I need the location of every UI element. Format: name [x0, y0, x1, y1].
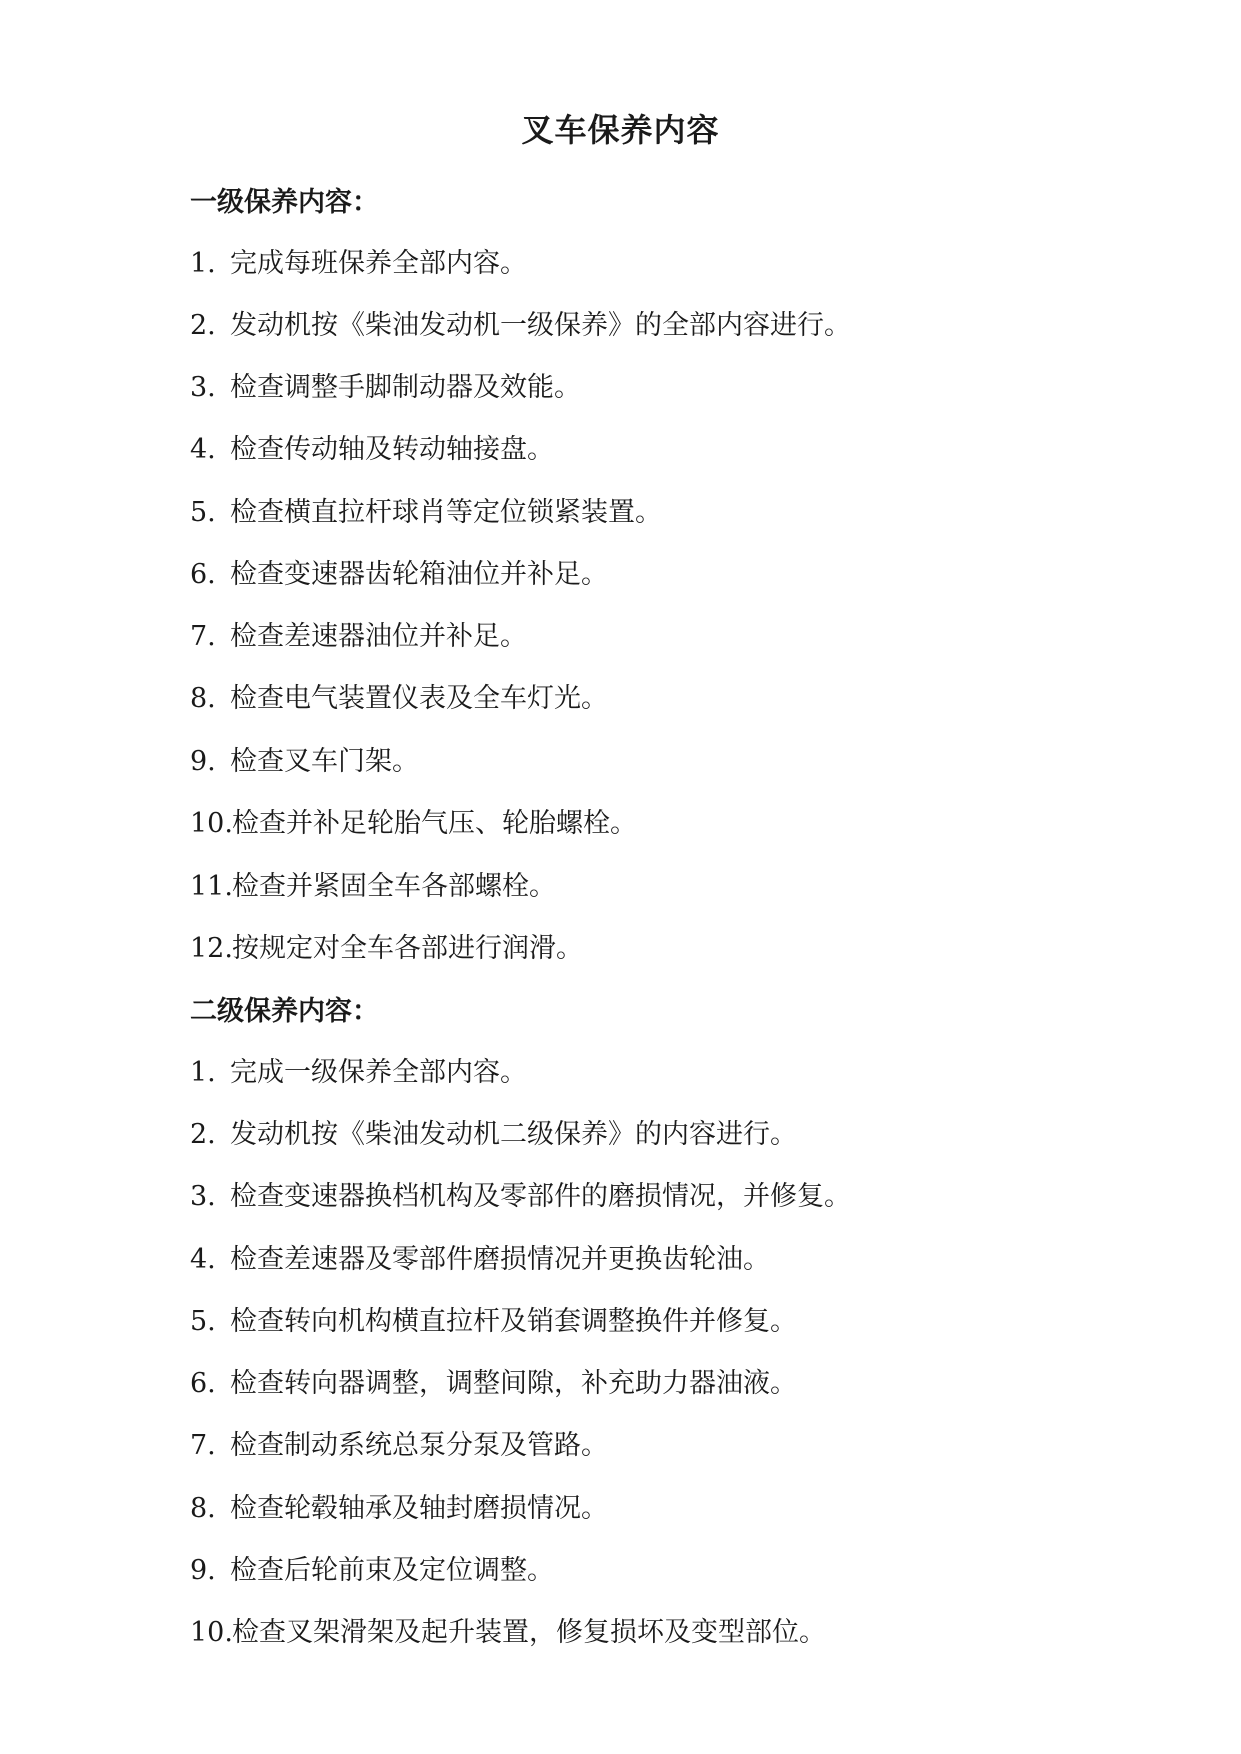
item-text: 检查变速器齿轮箱油位并补足。 — [230, 559, 608, 590]
item-text: 检查轮毂轴承及轴封磨损情况。 — [230, 1493, 608, 1524]
level2-item — [190, 1241, 770, 1279]
item-text: 检查叉车门架。 — [230, 746, 419, 777]
item-number: 5. — [190, 1306, 216, 1337]
item-text: 检查转向机构横直拉杆及销套调整换件并修复。 — [230, 1306, 797, 1337]
level1-item — [190, 805, 637, 843]
level1-item — [190, 930, 583, 968]
item-text: 完成一级保养全部内容。 — [230, 1057, 527, 1088]
item-text: 完成每班保养全部内容。 — [230, 248, 527, 279]
item-text: 检查横直拉杆球肖等定位锁紧装置。 — [230, 497, 662, 528]
level2-item — [190, 1116, 797, 1154]
level2-item — [190, 1614, 826, 1652]
item-number: 10. — [190, 1617, 233, 1648]
item-number: 1. — [190, 1057, 216, 1088]
item-text: 检查传动轴及转动轴接盘。 — [230, 434, 554, 465]
item-number: 7. — [190, 621, 216, 652]
document-title: 叉车保养内容 — [521, 111, 720, 149]
level1-heading: 一级保养内容： — [190, 187, 379, 218]
item-text: 检查调整手脚制动器及效能。 — [230, 372, 581, 403]
item-number: 6. — [190, 559, 216, 590]
item-number: 8. — [190, 683, 216, 714]
level1-item — [190, 494, 662, 532]
item-text: 检查差速器及零部件磨损情况并更换齿轮油。 — [230, 1244, 770, 1275]
item-number: 8. — [190, 1493, 216, 1524]
item-number: 9. — [190, 746, 216, 777]
item-text: 检查变速器换档机构及零部件的磨损情况，并修复。 — [230, 1181, 851, 1212]
level2-heading: 二级保养内容： — [190, 996, 379, 1027]
item-text: 检查差速器油位并补足。 — [230, 621, 527, 652]
item-number: 4. — [190, 1244, 216, 1275]
level1-item — [190, 680, 608, 718]
item-text: 检查电气装置仪表及全车灯光。 — [230, 683, 608, 714]
item-text: 检查转向器调整，调整间隙，补充助力器油液。 — [230, 1368, 797, 1399]
item-text: 发动机按《柴油发动机一级保养》的全部内容进行。 — [230, 310, 851, 341]
item-number: 10. — [190, 808, 233, 839]
level2-item — [190, 1178, 851, 1216]
level1-item — [190, 307, 851, 345]
item-text: 按规定对全车各部进行润滑。 — [232, 933, 583, 964]
item-number: 9. — [190, 1555, 216, 1586]
item-number: 6. — [190, 1368, 216, 1399]
level2-item — [190, 1552, 554, 1590]
level2-item — [190, 1365, 797, 1403]
item-text: 检查制动系统总泵分泵及管路。 — [230, 1430, 608, 1461]
level2-item — [190, 1490, 608, 1528]
level2-item — [190, 1303, 797, 1341]
item-text: 检查并补足轮胎气压、轮胎螺栓。 — [232, 808, 637, 839]
item-text: 检查叉架滑架及起升装置，修复损坏及变型部位。 — [232, 1617, 826, 1648]
level1-item — [190, 245, 527, 283]
item-number: 3. — [190, 1181, 216, 1212]
item-number: 4. — [190, 434, 216, 465]
item-text: 检查并紧固全车各部螺栓。 — [232, 871, 556, 902]
item-number: 2. — [190, 310, 216, 341]
level1-item — [190, 556, 608, 594]
item-number: 11. — [190, 871, 233, 902]
item-number: 2. — [190, 1119, 216, 1150]
item-number: 5. — [190, 497, 216, 528]
item-number: 12. — [190, 933, 233, 964]
level1-item — [190, 369, 581, 407]
level2-item — [190, 1427, 608, 1465]
level1-item — [190, 618, 527, 656]
level1-item — [190, 868, 556, 906]
level1-item — [190, 431, 554, 469]
level2-item — [190, 1054, 527, 1092]
item-text: 发动机按《柴油发动机二级保养》的内容进行。 — [230, 1119, 797, 1150]
item-number: 1. — [190, 248, 216, 279]
item-number: 7. — [190, 1430, 216, 1461]
level1-item — [190, 743, 419, 781]
item-number: 3. — [190, 372, 216, 403]
item-text: 检查后轮前束及定位调整。 — [230, 1555, 554, 1586]
